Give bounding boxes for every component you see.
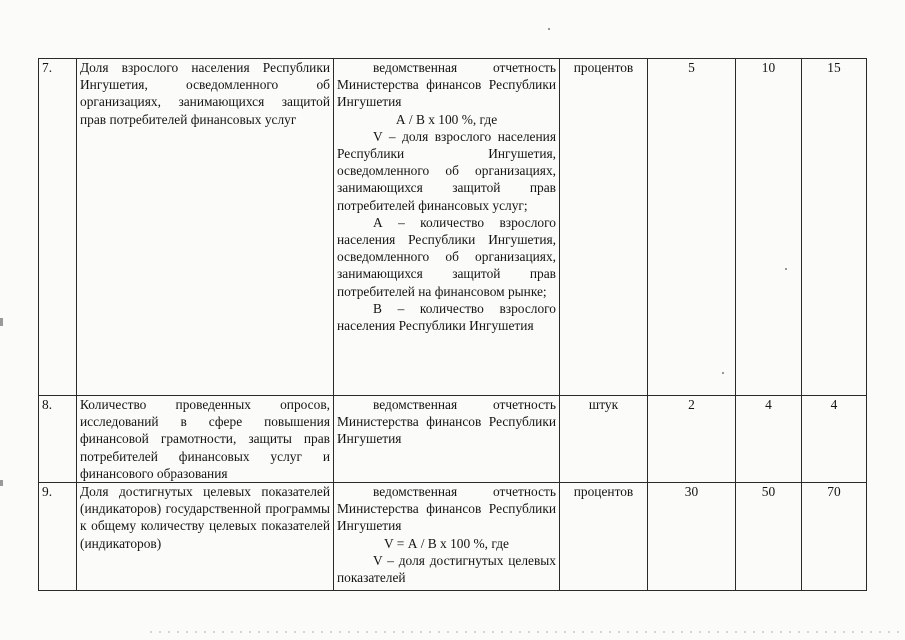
unit: процентов: [560, 59, 648, 396]
row-number: 8.: [39, 396, 77, 483]
indicator-source: [334, 396, 560, 483]
value-year-3: 15: [802, 59, 867, 396]
scan-edge-mark: [0, 480, 3, 486]
indicator-name: Количество проведенных опросов, исследований в сфере повышения финансовой грамотности, защиты прав потребителей финансовых услуг и финансового образования: [77, 396, 334, 483]
formula-term: А – количество взрослого населения Республики Ингушетия, осведомленного об организациях, занимающихся защитой прав потребителей на финансовом рынке;: [337, 214, 556, 299]
value-year-3: 4: [802, 396, 867, 483]
row-number: 9.: [39, 483, 77, 591]
formula-term: V – доля достигнутых целевых показателей: [337, 552, 556, 586]
source-text: ведомственная отчетность Министерства финансов Республики Ингушетия: [337, 484, 556, 534]
scan-noise: [150, 631, 900, 633]
scan-edge-mark: [0, 318, 3, 326]
value-year-2: 50: [736, 483, 802, 591]
row-number: 7.: [39, 59, 77, 396]
indicator-source: [334, 483, 560, 591]
scan-speck: [548, 28, 550, 30]
source-text: ведомственная отчетность Министерства финансов Республики Ингушетия: [337, 397, 556, 447]
table-row: [39, 59, 867, 396]
unit: штук: [560, 396, 648, 483]
unit: процентов: [560, 483, 648, 591]
indicators-table: [38, 58, 867, 591]
indicator-name: Доля взрослого населения Республики Ингушетия, осведомленного об организациях, занимающихся защитой прав потребителей финансовых услуг: [77, 59, 334, 396]
value-year-1: 5: [648, 59, 736, 396]
value-year-1: 2: [648, 396, 736, 483]
formula: А / В х 100 %, где: [395, 111, 498, 127]
indicator-source: [334, 59, 560, 396]
value-year-3: 70: [802, 483, 867, 591]
scan-speck: [722, 372, 724, 374]
table-row: [39, 483, 867, 591]
formula-term: V – доля взрослого населения Республики Ингушетия, осведомленного об организациях, занимающихся защитой прав потребителей финансовых услуг;: [337, 128, 556, 213]
formula-term: В – количество взрослого населения Республики Ингушетия: [337, 300, 556, 334]
value-year-2: 4: [736, 396, 802, 483]
source-text: ведомственная отчетность Министерства финансов Республики Ингушетия: [337, 60, 556, 110]
scan-speck: [785, 268, 787, 270]
table-row: [39, 396, 867, 483]
formula: V = А / В х 100 %, где: [384, 535, 509, 551]
indicator-name: Доля достигнутых целевых показателей (индикаторов) государственной программы к общему количеству целевых показателей (индикаторов): [77, 483, 334, 591]
value-year-2: 10: [736, 59, 802, 396]
value-year-1: 30: [648, 483, 736, 591]
